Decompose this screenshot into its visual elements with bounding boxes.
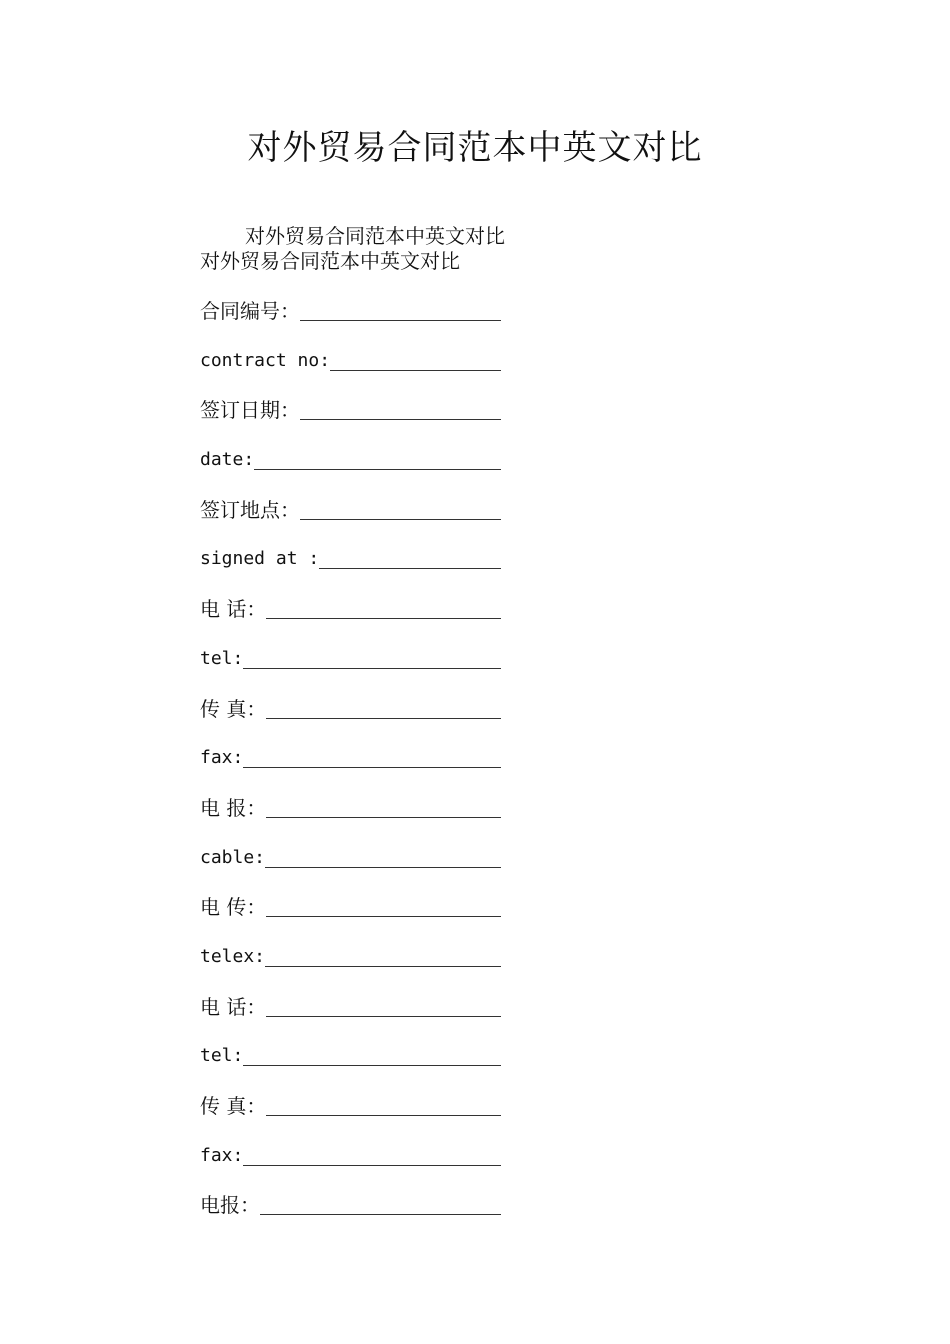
blank-line [243,1065,501,1066]
field-label: 电 报： [200,795,267,820]
field-label: telex: [200,945,266,967]
field-cable-en [200,843,505,893]
field-tel-zh-2 [200,992,505,1042]
blank-line [319,568,501,569]
intro-block [200,224,620,274]
field-cable-zh-2 [200,1190,505,1240]
blank-line [254,469,501,470]
field-date-en [200,445,505,495]
field-telex-en [200,942,505,992]
blank-line [300,419,501,420]
field-fax-en-2 [200,1141,505,1191]
field-label: 电报： [200,1193,260,1218]
blank-line [243,1165,501,1166]
field-contract-no-zh [200,296,505,346]
field-date-zh [200,395,505,445]
field-place-en [200,544,505,594]
field-label: fax: [200,1144,244,1166]
field-label: 传 真： [200,1094,267,1118]
field-label: contract no: [200,349,331,371]
field-label: fax: [200,747,244,769]
field-label: 电 传： [200,895,267,920]
field-fax-zh-2 [200,1091,505,1141]
field-contract-no-en [200,346,505,396]
field-label: 电 话： [200,994,267,1019]
field-cable-zh [200,793,505,843]
blank-line [265,867,501,868]
blank-line [266,718,501,719]
field-fax-zh [200,694,505,744]
blank-line [330,370,501,371]
field-tel-en [200,644,505,694]
field-label: date: [200,449,255,471]
blank-line [266,618,501,619]
field-label: signed at : [200,548,320,570]
blank-line [266,1016,501,1017]
field-label: 签订地点： [200,497,300,522]
intro-line: 对外贸易合同范本中英文对比 [245,224,505,248]
field-telex-zh [200,892,505,942]
blank-line [300,519,501,520]
blank-line [266,916,501,917]
field-fax-en [200,743,505,793]
blank-line [260,1214,501,1215]
contract-fields [200,296,505,1240]
blank-line [243,668,501,669]
blank-line [243,767,501,768]
field-tel-en-2 [200,1041,505,1091]
field-label: 传 真： [200,696,267,721]
blank-line [300,320,501,321]
field-label: cable: [200,846,266,868]
field-label: 电 话： [200,597,267,622]
field-label: 签订日期： [200,398,300,423]
intro-line: 对外贸易合同范本中英文对比 [200,249,460,273]
document-title: 对外贸易合同范本中英文对比 [247,128,703,168]
field-label: tel: [200,1045,244,1067]
field-place-zh [200,495,505,545]
blank-line [265,966,501,967]
field-tel-zh [200,594,505,644]
blank-line [266,1115,501,1116]
field-label: tel: [200,647,244,669]
field-label: 合同编号： [200,299,300,323]
blank-line [266,817,501,818]
